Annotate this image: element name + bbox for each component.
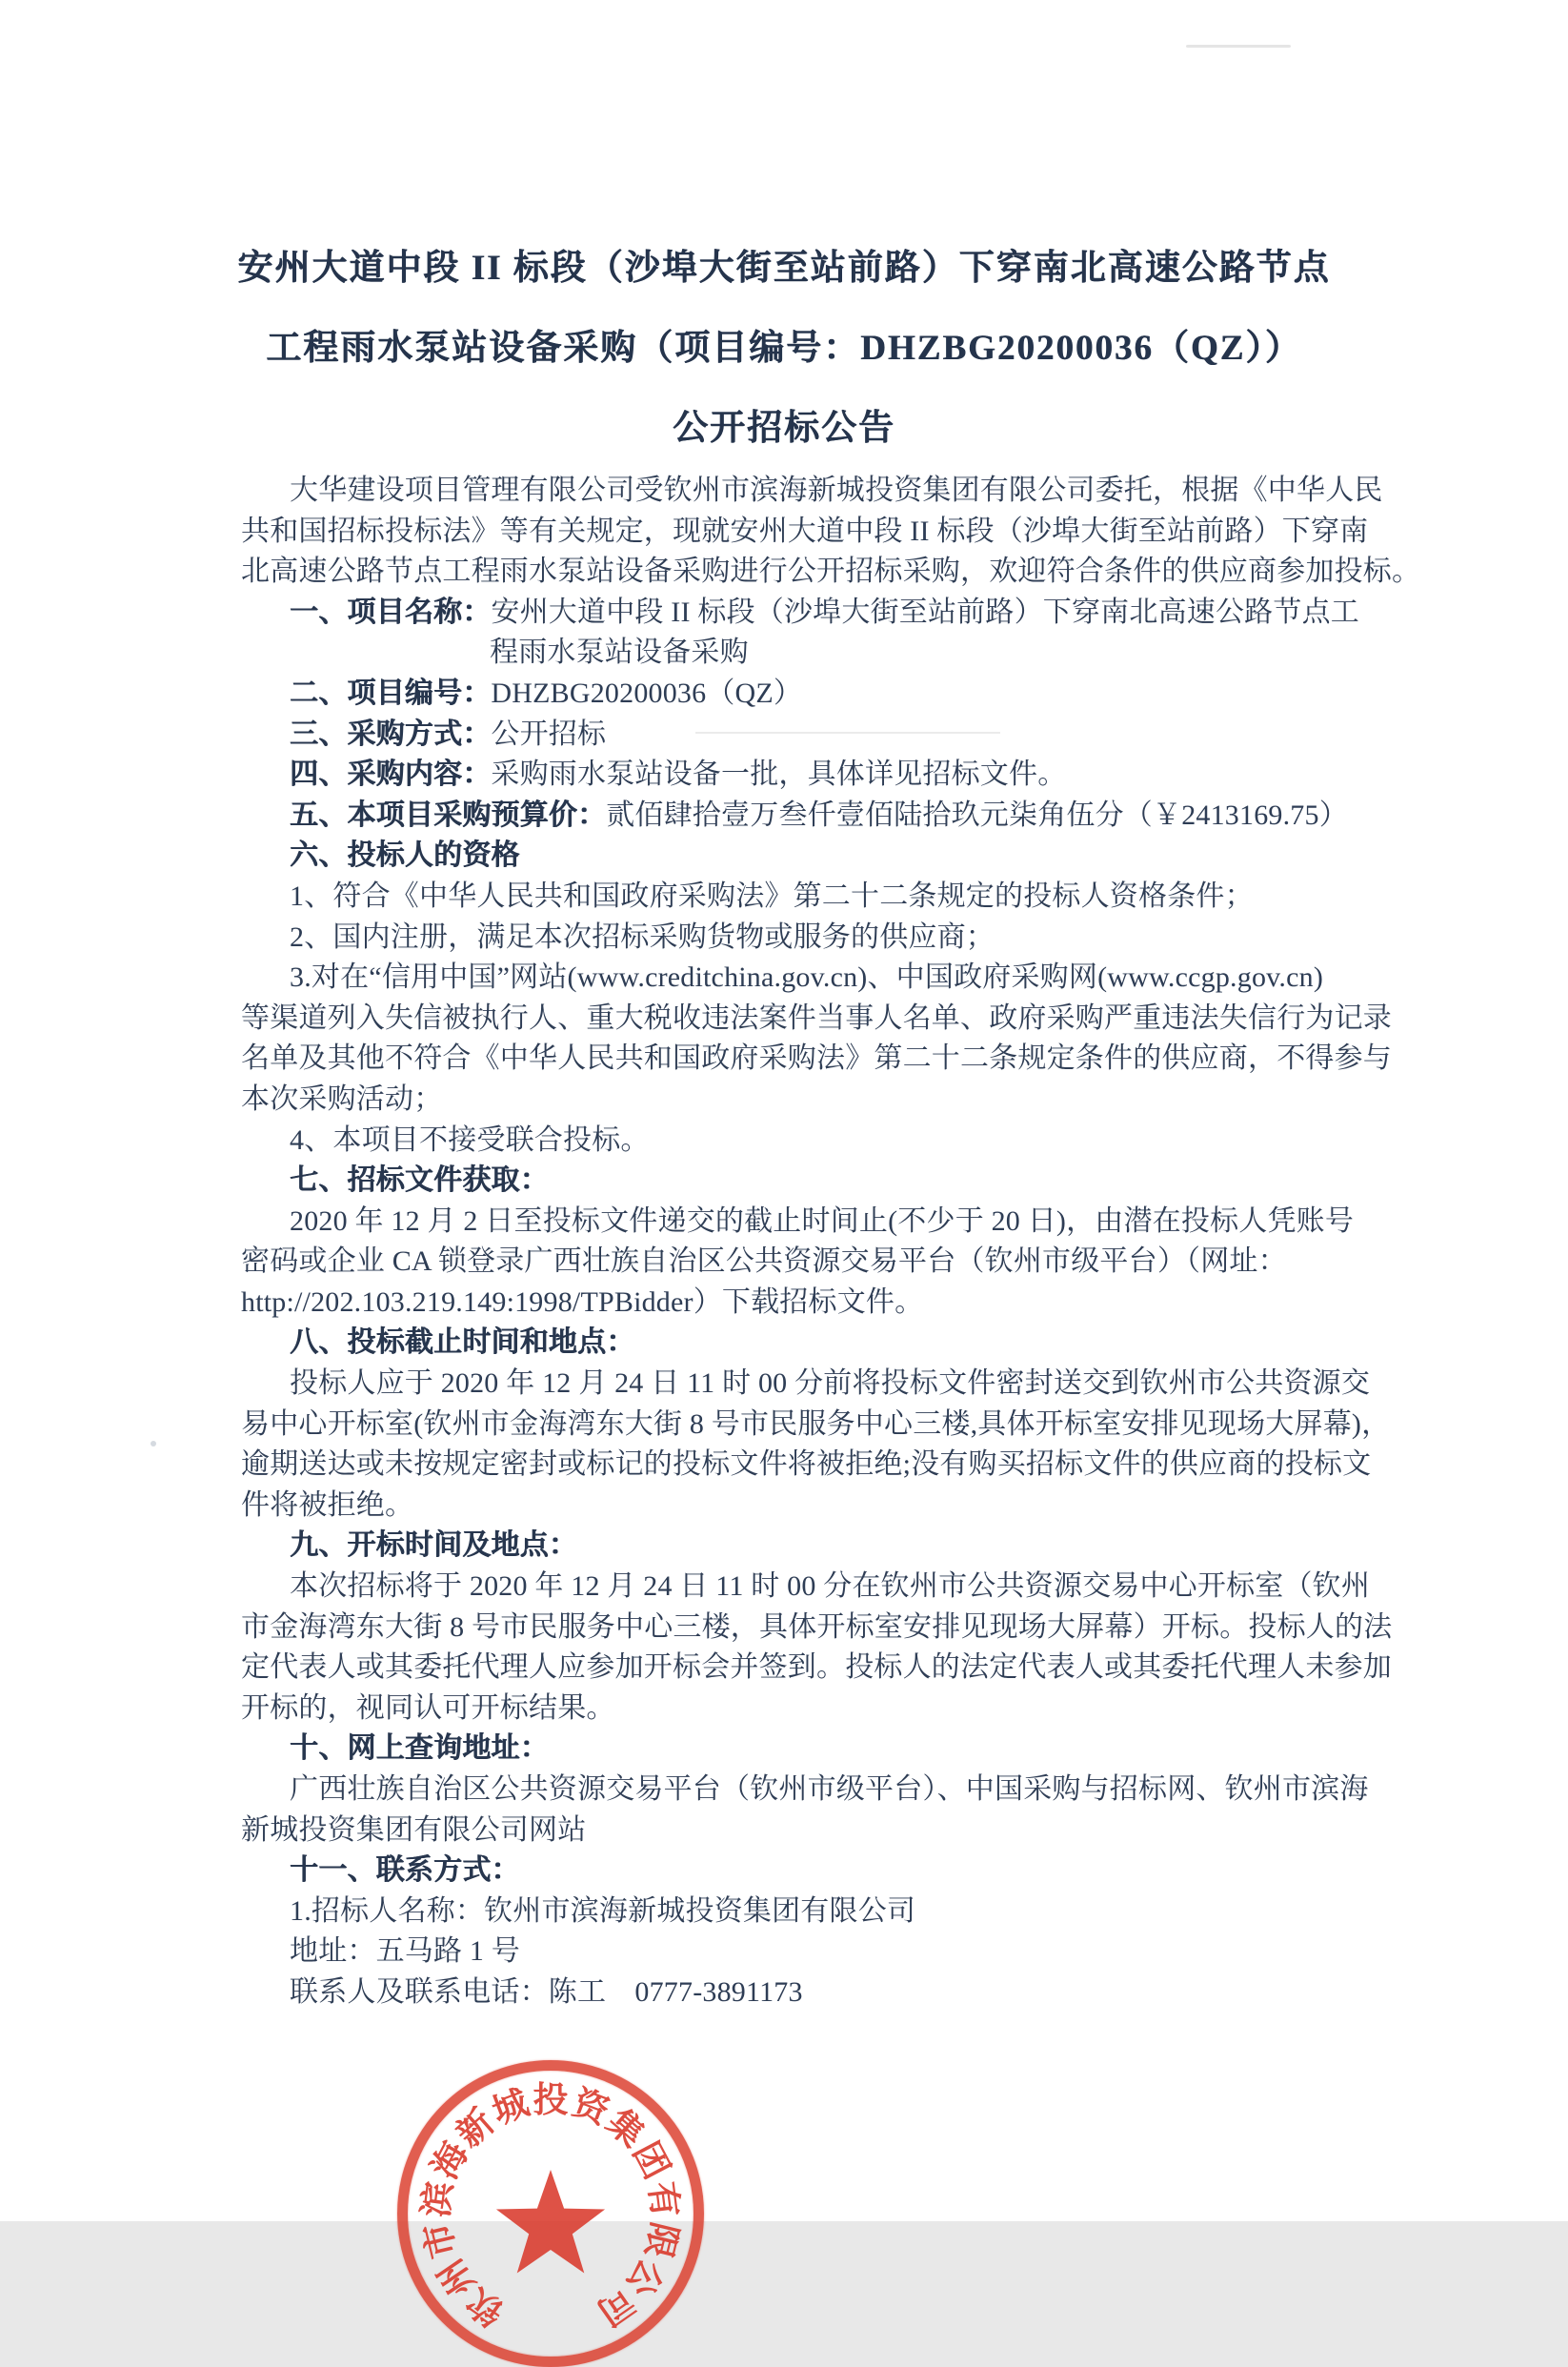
text-segment: http://202.103.219.149:1998/TPBidder）下载招标文件。 bbox=[241, 1285, 924, 1318]
text-line bbox=[241, 1811, 1408, 1851]
seal-character: 海 bbox=[425, 2135, 477, 2186]
star-icon bbox=[493, 2170, 608, 2284]
text-segment: 地址：五马路 1 号 bbox=[290, 1935, 520, 1968]
seal-character: 州 bbox=[431, 2251, 484, 2303]
text-line bbox=[241, 1405, 1408, 1446]
seal-character: 城 bbox=[487, 2083, 534, 2133]
text-segment: 逾期送达或未按规定密封或标记的投标文件将被拒绝;没有购买招标文件的供应商的投标文 bbox=[241, 1448, 1372, 1481]
text-line bbox=[241, 633, 1408, 674]
text-line bbox=[241, 1080, 1408, 1121]
text-segment: 北高速公路节点工程雨水泵站设备采购进行公开招标采购，欢迎符合条件的供应商参加投标。 bbox=[241, 556, 1421, 588]
text-line bbox=[241, 1323, 1408, 1364]
text-segment: 八、投标截止时间和地点： bbox=[290, 1326, 635, 1359]
text-segment: 2020 年 12 月 2 日至投标文件递交的截止时间止(不少于 20 日)，由潜在投标人凭账号 bbox=[290, 1204, 1355, 1237]
text-segment: 密码或企业 CA 锁登录广西壮族自治区公共资源交易平台（钦州市级平台）（网址： bbox=[241, 1245, 1287, 1278]
title-line-1: 安州大道中段 II 标段（沙埠大街至站前路）下穿南北高速公路节点 bbox=[237, 249, 1331, 288]
text-segment: 九、开标时间及地点： bbox=[290, 1529, 577, 1562]
seal-character: 公 bbox=[617, 2251, 671, 2303]
text-segment: 本次采购活动； bbox=[241, 1082, 443, 1115]
seal-character: 资 bbox=[567, 2083, 614, 2133]
text-segment: DHZBG20200036（QZ） bbox=[491, 677, 803, 709]
seal-character: 新 bbox=[450, 2102, 503, 2155]
text-segment: 贰佰肆拾壹万叁仟壹佰陆拾玖元柒角伍分（￥2413169.75） bbox=[606, 799, 1348, 831]
text-line bbox=[241, 1283, 1408, 1324]
text-line bbox=[241, 552, 1421, 593]
document-title bbox=[0, 229, 1568, 469]
text-segment: 共和国招标投标法》等有关规定，现就安州大道中段 II 标段（沙埠大街至站前路）下穿南 bbox=[241, 515, 1369, 547]
seal-character: 限 bbox=[636, 2218, 684, 2262]
seal-character: 司 bbox=[590, 2279, 641, 2333]
text-segment: 件将被拒绝。 bbox=[241, 1488, 414, 1521]
text-line bbox=[241, 1689, 1408, 1730]
text-line bbox=[241, 1608, 1408, 1649]
text-line bbox=[241, 1567, 1408, 1608]
text-segment: 新城投资集团有限公司网站 bbox=[241, 1813, 587, 1846]
seal-character: 团 bbox=[624, 2135, 676, 2186]
text-segment: 公开招标 bbox=[491, 718, 607, 750]
text-line bbox=[241, 1770, 1408, 1811]
seal-character: 钦 bbox=[460, 2279, 512, 2333]
text-line bbox=[241, 796, 1408, 837]
text-segment: 开标的，视同认可开标结果。 bbox=[241, 1691, 615, 1724]
text-segment: 定代表人或其委托代理人应参加开标会并签到。投标人的法定代表人或其委托代理人未参加 bbox=[241, 1651, 1392, 1684]
text-line bbox=[241, 1729, 1408, 1770]
text-segment: 广西壮族自治区公共资源交易平台（钦州市级平台）、中国采购与招标网、钦州市滨海 bbox=[290, 1773, 1369, 1805]
text-segment: 安州大道中段 II 标段（沙埠大街至站前路）下穿南北高速公路节点工 bbox=[491, 596, 1359, 628]
text-line bbox=[241, 1648, 1408, 1689]
text-segment: 一、项目名称： bbox=[290, 596, 492, 628]
text-segment: 五、本项目采购预算价： bbox=[290, 799, 607, 831]
text-line bbox=[241, 1892, 1408, 1932]
text-line bbox=[241, 836, 1408, 877]
seal-character: 有 bbox=[640, 2179, 685, 2220]
text-line bbox=[241, 1364, 1408, 1405]
text-segment: 采购雨水泵站设备一批，具体详见招标文件。 bbox=[491, 759, 1067, 791]
text-segment: 3.对在“信用中国”网站(www.creditchina.gov.cn)、中国政府采购网(www.ccgp.gov.cn) bbox=[290, 961, 1324, 994]
text-line bbox=[241, 1445, 1408, 1486]
text-line bbox=[241, 1851, 1408, 1892]
scan-artifact bbox=[695, 732, 1000, 734]
text-segment: 六、投标人的资格 bbox=[290, 840, 520, 872]
text-line bbox=[241, 512, 1408, 553]
text-line bbox=[241, 471, 1408, 512]
text-segment: 4、本项目不接受联合投标。 bbox=[290, 1123, 650, 1156]
text-segment: 市金海湾东大街 8 号市民服务中心三楼，具体开标室安排见现场大屏幕）开标。投标人的法 bbox=[241, 1610, 1393, 1643]
text-line bbox=[241, 755, 1408, 796]
text-line bbox=[241, 1161, 1408, 1202]
text-segment: 等渠道列入失信被执行人、重大税收违法案件当事人名单、政府采购严重违法失信行为记录 bbox=[241, 1001, 1392, 1034]
text-segment: 1、符合《中华人民共和国政府采购法》第二十二条规定的投标人资格条件； bbox=[290, 880, 1254, 912]
text-segment: 投标人应于 2020 年 12 月 24 日 11 时 00 分前将投标文件密封送交到钦州市公共资源交 bbox=[290, 1367, 1371, 1400]
text-line bbox=[241, 999, 1408, 1040]
text-segment: 大华建设项目管理有限公司受钦州市滨海新城投资集团有限公司委托，根据《中华人民 bbox=[290, 475, 1383, 506]
text-segment: 程雨水泵站设备采购 bbox=[490, 637, 749, 669]
text-line bbox=[241, 1486, 1408, 1527]
text-line bbox=[241, 1121, 1408, 1162]
company-seal bbox=[397, 2060, 704, 2367]
text-line bbox=[241, 715, 1408, 756]
text-line bbox=[241, 918, 1408, 959]
text-segment: 名单及其他不符合《中华人民共和国政府采购法》第二十二条规定条件的供应商，不得参与 bbox=[241, 1042, 1392, 1075]
text-segment: 联系人及联系电话：陈工 0777-3891173 bbox=[290, 1975, 803, 2008]
text-line bbox=[241, 1932, 1408, 1972]
text-segment: 二、项目编号： bbox=[290, 677, 492, 709]
text-line bbox=[241, 1972, 1408, 2013]
text-segment: 十一、联系方式： bbox=[290, 1854, 520, 1887]
text-line bbox=[241, 1039, 1408, 1080]
text-segment: 四、采购内容： bbox=[290, 759, 492, 791]
text-line bbox=[241, 958, 1408, 999]
text-segment: 三、采购方式： bbox=[290, 718, 492, 750]
seal-character: 滨 bbox=[416, 2179, 461, 2220]
text-segment: 1.招标人名称：钦州市滨海新城投资集团有限公司 bbox=[290, 1894, 916, 1927]
document-body bbox=[241, 471, 1421, 2013]
title-line-2: 工程雨水泵站设备采购（项目编号：DHZBG20200036（QZ）） bbox=[266, 329, 1302, 368]
scan-artifact bbox=[1186, 45, 1291, 48]
text-line bbox=[241, 1242, 1408, 1283]
seal-character: 市 bbox=[417, 2218, 465, 2262]
text-line bbox=[241, 674, 1408, 715]
seal-character: 集 bbox=[598, 2102, 652, 2155]
text-segment: 十、网上查询地址： bbox=[290, 1732, 549, 1765]
text-line bbox=[241, 877, 1408, 918]
text-line bbox=[241, 593, 1408, 634]
seal-character: 投 bbox=[533, 2081, 569, 2120]
text-segment: 易中心开标室(钦州市金海湾东大街 8 号市民服务中心三楼,具体开标室安排见现场大屏幕)， bbox=[241, 1407, 1391, 1440]
text-segment: 本次招标将于 2020 年 12 月 24 日 11 时 00 分在钦州市公共资源交易中心开标室（钦州 bbox=[290, 1570, 1371, 1603]
text-segment: 七、招标文件获取： bbox=[290, 1164, 549, 1197]
scan-artifact bbox=[151, 1441, 156, 1446]
text-segment: 2、国内注册，满足本次招标采购货物或服务的供应商； bbox=[290, 920, 995, 953]
title-line-3: 公开招标公告 bbox=[673, 409, 895, 448]
text-line bbox=[241, 1526, 1408, 1567]
text-line bbox=[241, 1202, 1408, 1243]
